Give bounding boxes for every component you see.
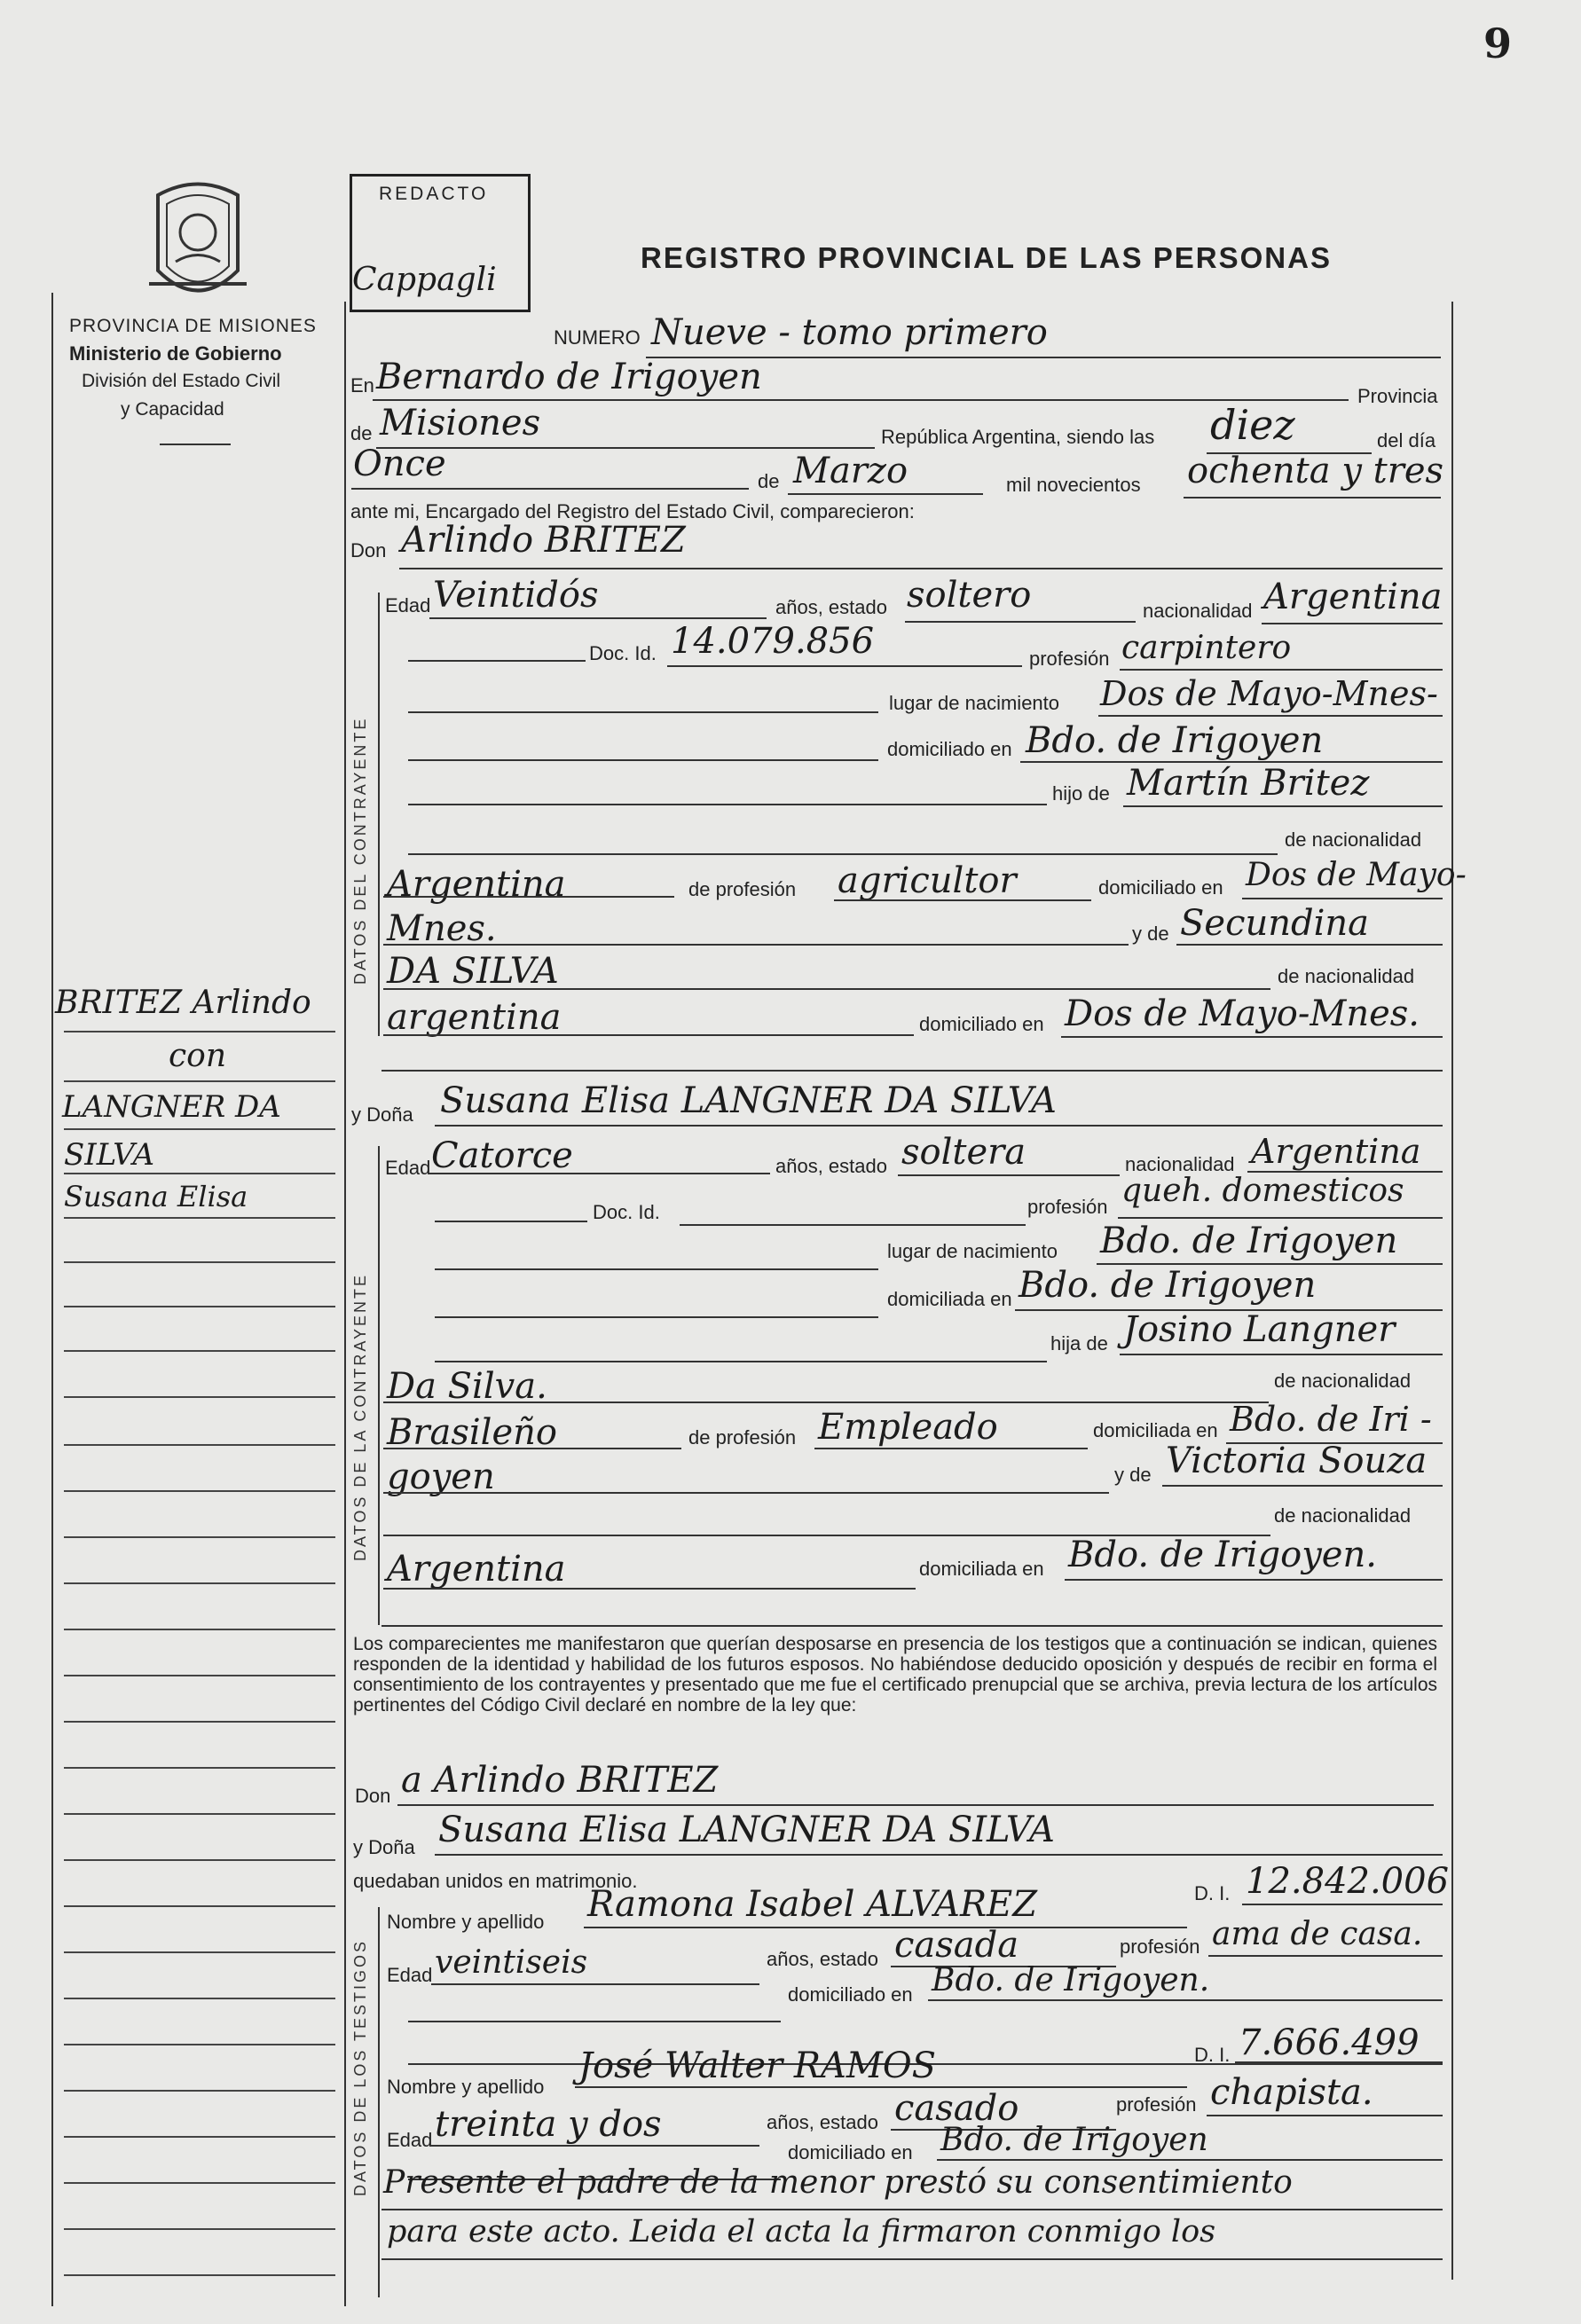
madre2-nac-line	[383, 1588, 916, 1590]
section-divider	[381, 1070, 1443, 1072]
margin-rule	[64, 1582, 335, 1584]
madre2-nac-label: de nacionalidad	[1274, 1504, 1412, 1527]
nota-line-1	[381, 2209, 1443, 2210]
contrayenta-nombre: Susana Elisa LANGNER DA SILVA	[440, 1080, 1057, 1121]
contrayente-nacionalidad: Argentina	[1263, 577, 1443, 617]
contrayente-lugar: Dos de Mayo-Mnes-	[1100, 674, 1438, 713]
margin-rule	[64, 1128, 335, 1130]
t2-di: 7.666.499	[1239, 2022, 1420, 2063]
de-profesion-label-2: de profesión	[688, 1426, 797, 1449]
y-dona-label-2: y Doña	[353, 1836, 415, 1858]
page-number: 9	[1483, 20, 1513, 67]
padre-nacionalidad: Argentina	[387, 864, 566, 905]
t1-di: 12.842.006	[1246, 1861, 1450, 1902]
declaracion-don-line	[397, 1804, 1434, 1806]
madre2-dom-line	[1065, 1579, 1443, 1581]
t2-profesion-label: profesión	[1116, 2093, 1197, 2116]
t1-dom: Bdo. de Irigoyen.	[932, 1962, 1210, 1998]
republica-label: República Argentina, siendo las	[881, 426, 1155, 448]
lugar-label-2: lugar de nacimiento	[887, 1240, 1058, 1262]
t2-edad: treinta y dos	[435, 2104, 662, 2145]
doc-label: Doc. Id.	[589, 642, 657, 664]
quedaban-text: quedaban unidos en matrimonio.	[353, 1870, 638, 1892]
nacionalidad-label-2: nacionalidad	[1125, 1153, 1235, 1175]
margin-rule	[64, 1490, 335, 1492]
hijo-label: hijo de	[1052, 782, 1110, 805]
padre2-dom2-line	[383, 1492, 1109, 1494]
margin-rule	[64, 1444, 335, 1446]
margin-rule	[64, 1905, 335, 1907]
t1-nombre-line	[584, 1927, 1187, 1928]
t1-nombre: Ramona Isabel ALVAREZ	[587, 1884, 1038, 1925]
y-dona-label: y Doña	[351, 1103, 413, 1126]
anios-estado-label: años, estado	[775, 596, 887, 618]
contrayenta-nombre-line	[435, 1125, 1443, 1127]
datos-contrayente-2-label: DATOS DE LA CONTRAYENTE	[351, 1272, 369, 1561]
madre2-line-b	[1162, 1485, 1443, 1487]
margin-rule	[64, 1080, 335, 1082]
t2-dom-line	[937, 2159, 1443, 2161]
t1-profesion-line	[1208, 1955, 1443, 1957]
madre-nac-line	[383, 1034, 914, 1036]
t2-edad-line	[431, 2145, 759, 2147]
profesion-fill-line	[1120, 669, 1443, 671]
madre2-domicilio: Bdo. de Irigoyen.	[1068, 1535, 1377, 1575]
madre-domicilio-label: domiciliado en	[919, 1013, 1044, 1035]
t2-di-line	[1235, 2061, 1443, 2063]
margin-rule	[64, 1350, 335, 1352]
padre2-domicilio-label: domiciliada en	[1093, 1419, 1218, 1441]
mes-fill-line	[788, 493, 983, 495]
de-nacionalidad-label: de nacionalidad	[1285, 828, 1422, 851]
provincia-label: Provincia	[1357, 385, 1438, 407]
seal-emblem-icon	[140, 177, 256, 310]
redacto-label: REDACTO	[379, 184, 489, 204]
padre-domicilio-label: domiciliado en	[1098, 876, 1223, 899]
padre-prof-line	[834, 899, 1091, 901]
t1-di-line	[1242, 1904, 1443, 1905]
contrayenta-edad: Catorce	[431, 1135, 573, 1176]
declaracion-don: a Arlindo BRITEZ	[401, 1760, 719, 1801]
margin-rule	[64, 1306, 335, 1307]
padre2-nacionalidad: Brasileño	[387, 1412, 557, 1453]
contrayenta-bracket	[378, 1146, 380, 1625]
contrayente-madre-2: DA SILVA	[387, 951, 559, 992]
margin-rule	[64, 1396, 335, 1398]
padre-dom-line	[1242, 898, 1443, 899]
numero-label: NUMERO	[554, 326, 641, 349]
margin-rule	[64, 2274, 335, 2276]
t1-nombre-label: Nombre y apellido	[387, 1911, 545, 1933]
don-label-2: Don	[355, 1785, 391, 1807]
t2-anios-label: años, estado	[767, 2111, 878, 2133]
en-value: Bernardo de Irigoyen	[376, 357, 762, 397]
nacionalidad-label: nacionalidad	[1143, 600, 1253, 622]
redacto-box	[350, 174, 531, 312]
madre-domicilio: Dos de Mayo-Mnes.	[1065, 993, 1420, 1034]
header-divider	[160, 444, 231, 445]
contrayenta-estado: soltera	[901, 1132, 1026, 1173]
madre2-line	[383, 988, 1270, 990]
de-value: Misiones	[380, 403, 541, 444]
t2-di-label: D. I.	[1194, 2044, 1231, 2066]
en-label: En	[350, 374, 374, 396]
declaracion-dona-line	[435, 1854, 1443, 1856]
lugar-lead-line	[408, 711, 878, 713]
left-border-line	[51, 293, 53, 2306]
contrayenta-domicilio: Bdo. de Irigoyen	[1019, 1265, 1317, 1306]
contrayente-nombre-line	[399, 568, 1443, 569]
t2-nombre-label: Nombre y apellido	[387, 2076, 545, 2098]
t1-profesion-label: profesión	[1120, 1935, 1200, 1958]
estado2-fill-line	[898, 1174, 1120, 1176]
margin-rule	[64, 1721, 335, 1723]
mil-novecientos-label: mil novecientos	[1006, 474, 1141, 496]
dia-fill-line	[351, 488, 749, 490]
en-fill-line	[373, 399, 1349, 401]
doc-fill-line	[667, 665, 1022, 667]
t1-di-label: D. I.	[1194, 1882, 1231, 1904]
ministry-label: Ministerio de Gobierno	[69, 342, 282, 365]
margin-rule	[64, 1629, 335, 1630]
madre-line	[1176, 944, 1443, 946]
margin-rule	[64, 1261, 335, 1263]
t2-nombre: José Walter RAMOS	[578, 2045, 937, 2086]
t1-edad: veintiseis	[435, 1944, 588, 1981]
padre-fill-line	[1123, 805, 1443, 807]
hijo-lead-line	[408, 804, 1047, 805]
padre2-nac-lead-line	[383, 1401, 1269, 1403]
edad-label-2: Edad	[385, 1157, 431, 1179]
contrayente-padre: Martín Britez	[1127, 763, 1370, 804]
padre-domicilio: Dos de Mayo-	[1246, 857, 1467, 893]
hija-label: hija de	[1050, 1332, 1108, 1354]
t2-profesion-line	[1207, 2115, 1443, 2116]
lugar-label: lugar de nacimiento	[889, 692, 1060, 714]
padre2-domicilio: Bdo. de Iri -	[1230, 1400, 1432, 1439]
numero-value: Nueve - tomo primero	[651, 312, 1048, 353]
t2-dom-label: domiciliado en	[788, 2141, 913, 2163]
t1-edad-line	[431, 1983, 759, 1985]
y-de-label-2: y de	[1114, 1464, 1152, 1486]
t1-profesion: ama de casa.	[1212, 1916, 1423, 1952]
madre2-nacionalidad: Argentina	[387, 1549, 566, 1590]
declaracion-text: Los comparecientes me manifestaron que querían desposarse en presencia de los testigos que a continuación se indican, quienes responden de la identidad y habilidad de los futuros esposos. No habiéndose deducido oposición y después de recibir en forma el consentimiento de los contrayentes y presentado que me fue el certificado prenupcial que se archiva, previa lectura de los artículos pertinentes del Código Civil declaré en nombre de la ley que:	[353, 1634, 1437, 1716]
margin-rule	[64, 1173, 335, 1174]
de-fill-line	[376, 447, 875, 449]
t2-estado: casado	[894, 2088, 1019, 2129]
contrayenta-madre: Victoria Souza	[1166, 1441, 1428, 1481]
declaracion-dona: Susana Elisa LANGNER DA SILVA	[438, 1810, 1055, 1850]
ante-mi-text: ante mi, Encargado del Registro del Estado Civil, comparecieron:	[350, 500, 915, 522]
padre2-fill-line	[1120, 1354, 1443, 1355]
nota-final-linea-2: para este acto. Leida el acta la firmaron conmigo los	[387, 2214, 1216, 2249]
de-nacionalidad-label-2: de nacionalidad	[1274, 1370, 1412, 1392]
t1-dom-line	[928, 1999, 1443, 2001]
contrayente-estado: soltero	[907, 575, 1032, 616]
margin-rule	[64, 1998, 335, 1999]
anio-value: ochenta y tres	[1187, 451, 1444, 491]
domicilio-label: domiciliado en	[887, 738, 1012, 760]
margin-rule	[64, 1536, 335, 1538]
division-label: División del Estado Civil	[82, 371, 281, 391]
hora-value: diez	[1210, 401, 1295, 449]
margin-note-line-4: SILVA	[64, 1137, 155, 1173]
madre-dom-line	[1061, 1036, 1443, 1038]
domicilio-lead-line	[408, 759, 878, 761]
numero-fill-line	[646, 357, 1441, 358]
margin-note-line-3: LANGNER DA	[62, 1089, 281, 1125]
nota-final-linea-1: Presente el padre de la menor prestó su consentimiento	[383, 2164, 1293, 2201]
profesion2-fill-line	[1118, 1217, 1443, 1219]
datos-testigos-label: DATOS DE LOS TESTIGOS	[351, 1938, 369, 2196]
edad2-fill-line	[428, 1173, 770, 1174]
right-border-line	[1451, 302, 1453, 2280]
doc-lead-line	[408, 660, 586, 662]
margin-rule	[64, 2090, 335, 2092]
y-de-label: y de	[1132, 923, 1169, 945]
contrayente-bracket	[378, 593, 380, 1036]
contrayente-doc: 14.079.856	[671, 621, 875, 662]
padre2-profesion: Empleado	[818, 1407, 998, 1448]
redacto-signature: Cappagli	[352, 262, 497, 298]
contrayente-nombre: Arlindo BRITEZ	[401, 520, 686, 561]
margin-note-line-2: con	[169, 1038, 227, 1074]
margin-rule	[64, 2182, 335, 2184]
t2-profesion: chapista.	[1210, 2072, 1373, 2113]
doc2-fill-line	[680, 1224, 1026, 1226]
dia-value: Once	[353, 444, 446, 484]
contrayenta-nacionalidad: Argentina	[1251, 1132, 1421, 1171]
madre2-domicilio-label: domiciliada en	[919, 1558, 1044, 1580]
anios-estado-label-2: años, estado	[775, 1155, 887, 1177]
t1-dom-lead-line	[408, 2021, 781, 2022]
nacionalidad-lead-line	[408, 853, 1278, 855]
section-divider-2	[381, 1625, 1443, 1627]
document-title: REGISTRO PROVINCIAL DE LAS PERSONAS	[641, 241, 1332, 274]
province-label: PROVINCIA DE MISIONES	[69, 316, 317, 336]
t2-edad-label: Edad	[387, 2129, 433, 2151]
nacionalidad-fill-line	[1262, 623, 1443, 624]
lugar-fill-line	[1098, 715, 1443, 717]
contrayenta-profesion: queh. domesticos	[1121, 1173, 1404, 1209]
margin-rule	[64, 1031, 335, 1032]
contrayente-edad: Veintidós	[433, 575, 599, 616]
del-dia-label: del día	[1377, 429, 1436, 451]
contrayenta-padre-2: Da Silva.	[387, 1366, 547, 1407]
padre-profesion: agricultor	[838, 860, 1017, 901]
padre2-domicilio-2: goyen	[387, 1456, 495, 1497]
padre-nac-line	[383, 896, 674, 898]
contrayente-madre: Secundina	[1180, 903, 1370, 944]
margin-rule	[64, 2136, 335, 2138]
margin-rule	[64, 1767, 335, 1769]
t2-nombre-line	[575, 2086, 1187, 2088]
margin-rule	[64, 1675, 335, 1676]
margin-rule	[64, 1859, 335, 1861]
de-label: de	[350, 422, 373, 444]
doc2-lead-line	[435, 1221, 587, 1222]
edad-label: Edad	[385, 594, 431, 616]
profesion-label: profesión	[1029, 648, 1110, 670]
edad-fill-line	[429, 617, 767, 619]
t1-anios-label: años, estado	[767, 1948, 878, 1970]
profesion-label-2: profesión	[1027, 1196, 1108, 1218]
middle-border-line	[344, 302, 346, 2306]
domicilio-label-2: domiciliada en	[887, 1288, 1012, 1310]
datos-contrayente-label: DATOS DEL CONTRAYENTE	[351, 716, 369, 985]
doc-label-2: Doc. Id.	[593, 1201, 660, 1223]
domicilio2-lead-line	[435, 1316, 878, 1318]
t1-edad-label: Edad	[387, 1964, 433, 1986]
contrayenta-padre: Josino Langner	[1123, 1309, 1396, 1350]
t1-estado: casada	[894, 1925, 1019, 1966]
contrayente-profesion: carpintero	[1121, 630, 1292, 666]
lugar2-lead-line	[435, 1268, 878, 1270]
hija-lead-line	[435, 1361, 1047, 1362]
padre2-nac-line	[383, 1448, 681, 1449]
nota-line-2	[381, 2258, 1443, 2260]
estado-fill-line	[905, 621, 1136, 623]
padre2-prof-line	[814, 1448, 1088, 1449]
margin-note-line-1: BRITEZ Arlindo	[55, 985, 311, 1021]
madre-nac-label: de nacionalidad	[1278, 965, 1415, 987]
margin-rule	[64, 2228, 335, 2230]
t2-dom: Bdo. de Irigoyen	[940, 2122, 1208, 2158]
de-profesion-label: de profesión	[688, 878, 797, 900]
margin-rule	[64, 2044, 335, 2045]
de-mes-label: de	[758, 470, 780, 492]
margin-rule	[64, 1813, 335, 1815]
padre-dom2-line	[383, 944, 1129, 946]
madre-nacionalidad: argentina	[387, 997, 562, 1038]
don-label: Don	[350, 539, 387, 561]
anio-fill-line	[1184, 497, 1441, 499]
contrayente-domicilio: Bdo. de Irigoyen	[1026, 720, 1324, 761]
t1-dom-label: domiciliado en	[788, 1983, 913, 2006]
testigos-bracket	[378, 1907, 380, 2297]
contrayenta-lugar: Bdo. de Irigoyen	[1100, 1221, 1398, 1261]
padre-domicilio-2: Mnes.	[387, 908, 497, 949]
margin-note-line-5: Susana Elisa	[64, 1180, 248, 1213]
margin-rule	[64, 1217, 335, 1219]
mes-value: Marzo	[793, 451, 908, 491]
division-label-2: y Capacidad	[121, 399, 224, 420]
margin-rule	[64, 1951, 335, 1953]
